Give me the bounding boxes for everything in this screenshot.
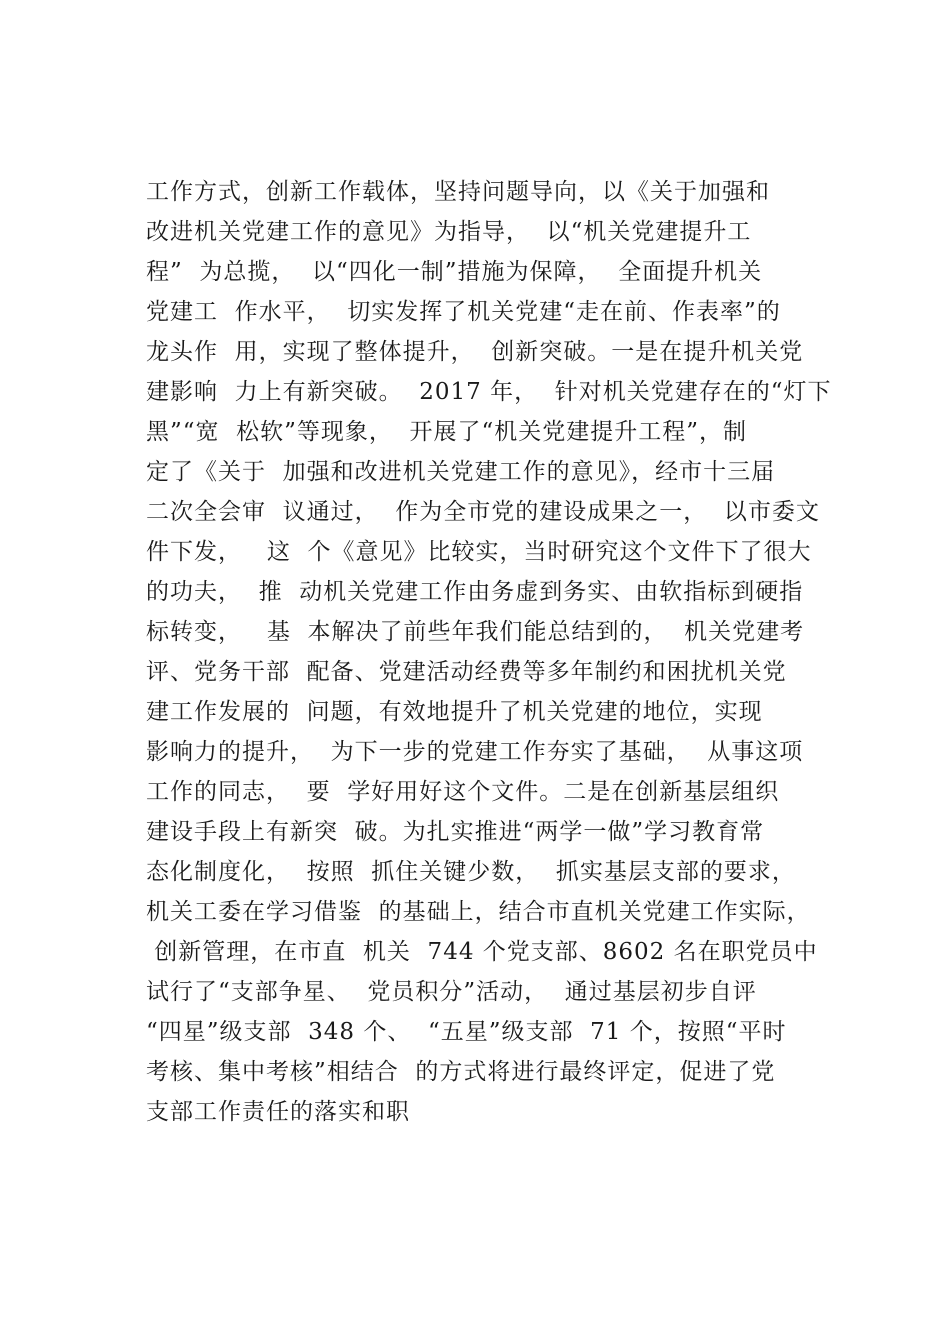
text-line: 工作的同志， 要 学好用好这个文件。二是在创新基层组织 — [146, 779, 780, 805]
text-line: 定了《关于 加强和改进机关党建工作的意见》，经市十三届 — [146, 459, 776, 485]
text-line: “四星”级支部 348 个、 “五星”级支部 71 个，按照“平时 — [146, 1019, 787, 1045]
text-line: 态化制度化， 按照 抓住关键少数， 抓实基层支部的要求， — [146, 859, 796, 885]
text-line: 建影响 力上有新突破。 2017 年， 针对机关党建存在的“灯下 — [146, 379, 832, 405]
text-line: 机关工委在学习借鉴 的基础上，结合市直机关党建工作实际， — [146, 899, 811, 925]
text-line: 影响力的提升， 为下一步的党建工作夯实了基础， 从事这项 — [146, 739, 804, 765]
text-line: 试行了“支部争星、 党员积分”活动， 通过基层初步自评 — [146, 979, 757, 1005]
text-line: 支部工作责任的落实和职 — [146, 1099, 410, 1125]
text-line: 创新管理，在市直 机关 744 个党支部、8602 名在职党员中 — [146, 939, 818, 965]
text-line: 龙头作 用，实现了整体提升， 创新突破。一是在提升机关党 — [146, 339, 804, 365]
text-line: 建设手段上有新突 破。为扎实推进“两学一做”学习教育常 — [146, 819, 765, 845]
text-line: 改进机关党建工作的意见》为指导， 以“机关党建提升工 — [146, 219, 752, 245]
text-line: 件下发， 这 个《意见》比较实，当时研究这个文件下了很大 — [146, 539, 812, 565]
text-line: 党建工 作水平， 切实发挥了机关党建“走在前、作表率”的 — [146, 299, 781, 325]
text-line: 工作方式，创新工作载体，坚持问题导向，以《关于加强和 — [146, 179, 770, 205]
text-line: 黑”“宽 松软”等现象， 开展了“机关党建提升工程”，制 — [146, 419, 748, 445]
text-line: 考核、集中考核”相结合 的方式将进行最终评定，促进了党 — [146, 1059, 776, 1085]
text-line: 标转变， 基 本解决了前些年我们能总结到的， 机关党建考 — [146, 619, 805, 645]
text-line: 建工作发展的 问题，有效地提升了机关党建的地位，实现 — [146, 699, 763, 725]
text-line: 评、党务干部 配备、党建活动经费等多年制约和困扰机关党 — [146, 659, 787, 685]
text-line: 程” 为总揽， 以“四化一制”措施为保障， 全面提升机关 — [146, 259, 763, 285]
text-line: 二次全会审 议通过， 作为全市党的建设成果之一， 以市委文 — [146, 499, 820, 525]
text-line: 的功夫， 推 动机关党建工作由务虚到务实、由软指标到硬指 — [146, 579, 804, 605]
